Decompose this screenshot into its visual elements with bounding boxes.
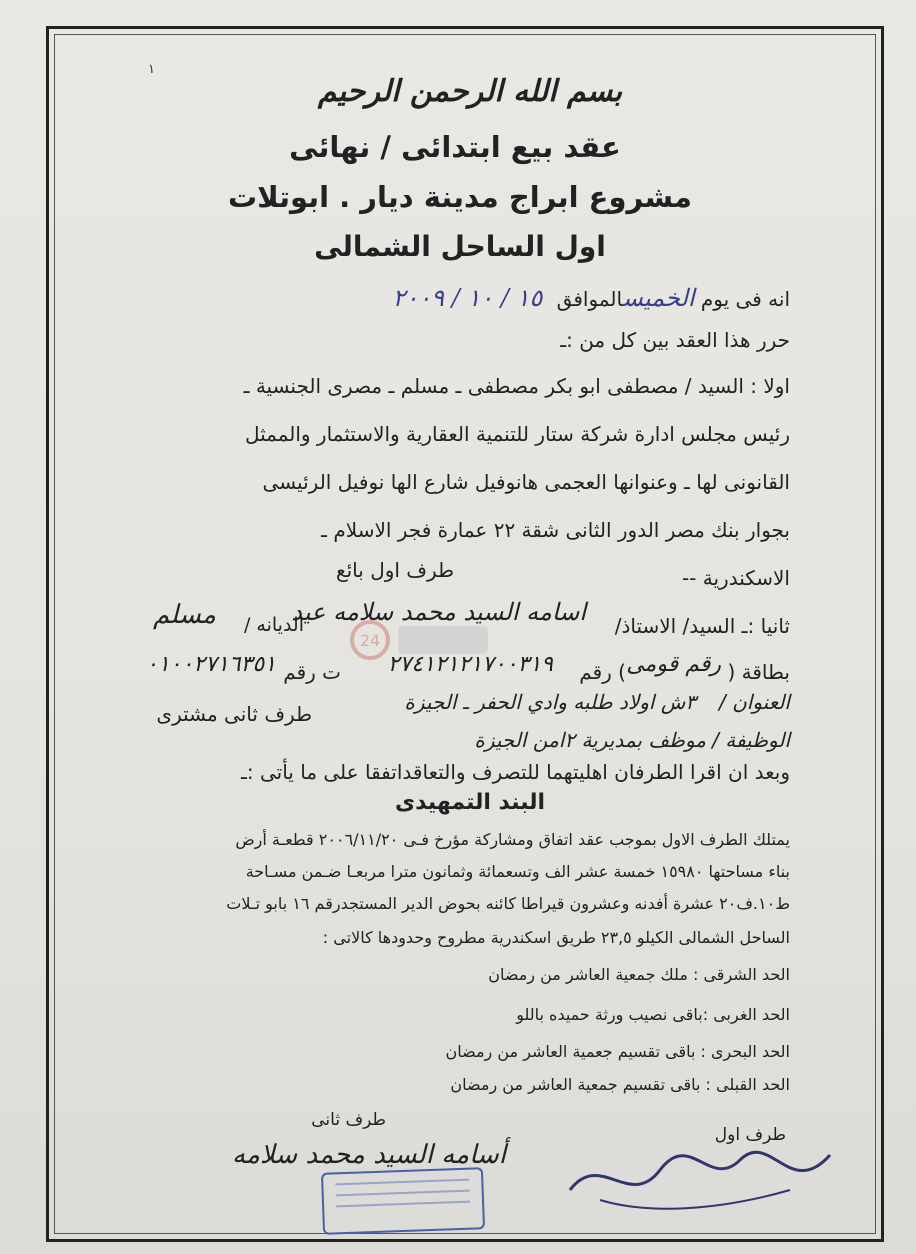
first-party-signature <box>560 1130 850 1220</box>
second-party-label: ثانيا :ـ السيد/ الاستاذ/ <box>614 614 790 638</box>
job-label: الوظيفة / <box>712 728 790 752</box>
clause-line-3: ط١٠.ف٢٠ عشرة أفدنه وعشرون قيراطا كائنه بحوض الدير المستجدرقم ١٦ بابو تـلات <box>226 894 790 913</box>
day-handwritten: الخميس <box>622 284 695 312</box>
id-suffix: ) رقم <box>579 660 626 684</box>
id-number: ٢٧٤١٢١٢١٧٠٠٣١٩ <box>387 652 553 677</box>
first-party-line-3: القانونى لها ـ وعنوانها العجمى هانوفيل شارع الها نوفيل الرئيسى <box>262 470 790 494</box>
clause-heading: البند التمهيدى <box>394 790 546 815</box>
religion-value: مسلم <box>152 600 216 630</box>
first-party-line-2: رئيس مجلس ادارة شركة ستار للتنمية العقارية والاستثمار والممثل <box>244 422 790 446</box>
address-label: العنوان / <box>718 690 790 714</box>
first-party-line-4: بجوار بنك مصر الدور الثانى شقة ٢٢ عمارة فجر الاسلام ـ <box>321 518 790 542</box>
first-party-line-5: الاسكندرية -- <box>681 566 790 590</box>
boundary-north: الحد البحرى : باقى تقسيم جعمية العاشر من رمضان <box>445 1042 790 1061</box>
svg-text:24: 24 <box>359 631 381 650</box>
boundary-east: الحد الشرقى : ملك جمعية العاشر من رمضان <box>488 965 790 984</box>
first-party-line-1: اولا : السيد / مصطفى ابو بكر مصطفى ـ مسلم ـ مصرى الجنسية ـ <box>243 374 790 398</box>
clause-line-2: بناء مساحتها ١٥٩٨٠ خمسة عشر الف وتسعمائة وثمانون مترا مربعـا ضـمن مسـاحة <box>245 862 790 881</box>
first-party-role: طرف اول بائع <box>335 558 454 582</box>
religion-label: الديانه / <box>243 614 304 636</box>
phone-label: ت رقم <box>283 660 341 684</box>
second-party-signature: أسامه السيد محمد سلامه <box>232 1140 506 1170</box>
second-party-sign-label: طرف ثانى <box>311 1110 386 1130</box>
id-prefix: بطاقة ( <box>727 660 790 684</box>
location-title: اول الساحل الشمالى <box>314 230 606 263</box>
clause-line-1: يمتلك الطرف الاول بموجب عقد اتفاق ومشاركة مؤرخ فـى ٢٠٠٦/١١/٢٠ قطعـة أرض <box>235 830 790 849</box>
capacity-line: وبعد ان اقرا الطرفان اهليتهما للتصرف والتعاقداتفقا على ما يأتى :ـ <box>241 760 790 784</box>
id-type: رقم قومى <box>626 652 721 677</box>
address-value: ٣ش اولاد طلبه وادي الحفر ـ الجيزة <box>404 690 696 714</box>
date-prefix: انه فى يوم <box>700 287 790 311</box>
job-value: موظف بمديرية ٢امن الجيزة <box>474 728 706 752</box>
page-number: ١ <box>148 62 155 77</box>
date-handwritten: ١٥ / ١٠ / ٢٠٠٩ <box>392 284 543 312</box>
parties-intro: حرر هذا العقد بين كل من :ـ <box>560 328 790 352</box>
clause-line-4: الساحل الشمالى الكيلو ٢٣,٥ طريق اسكندرية مطروح وحدودها كالاتى : <box>322 928 790 947</box>
date-line <box>393 284 791 312</box>
first-party-sign-label: طرف اول <box>714 1125 786 1145</box>
official-stamp <box>321 1167 485 1235</box>
boundary-west: الحد الغربى :باقى نصيب ورثة حميده باللو <box>516 1005 790 1024</box>
contract-title: عقد بيع ابتدائى / نهائى <box>289 130 621 164</box>
second-party-name: اسامه السيد محمد سلامه عيد <box>291 598 586 626</box>
boundary-south: الحد القبلى : باقى تقسيم جمعية العاشر من رمضان <box>450 1075 790 1094</box>
second-party-role: طرف ثانى مشترى <box>156 702 312 726</box>
date-agreed: الموافق <box>556 287 623 311</box>
basmala: بسم الله الرحمن الرحيم <box>317 74 623 109</box>
project-title: مشروع ابراج مدينة ديار . ابوتلات <box>228 180 692 214</box>
phone-number: ٠١٠٠٢٧١٦٣٥١ <box>146 652 276 677</box>
